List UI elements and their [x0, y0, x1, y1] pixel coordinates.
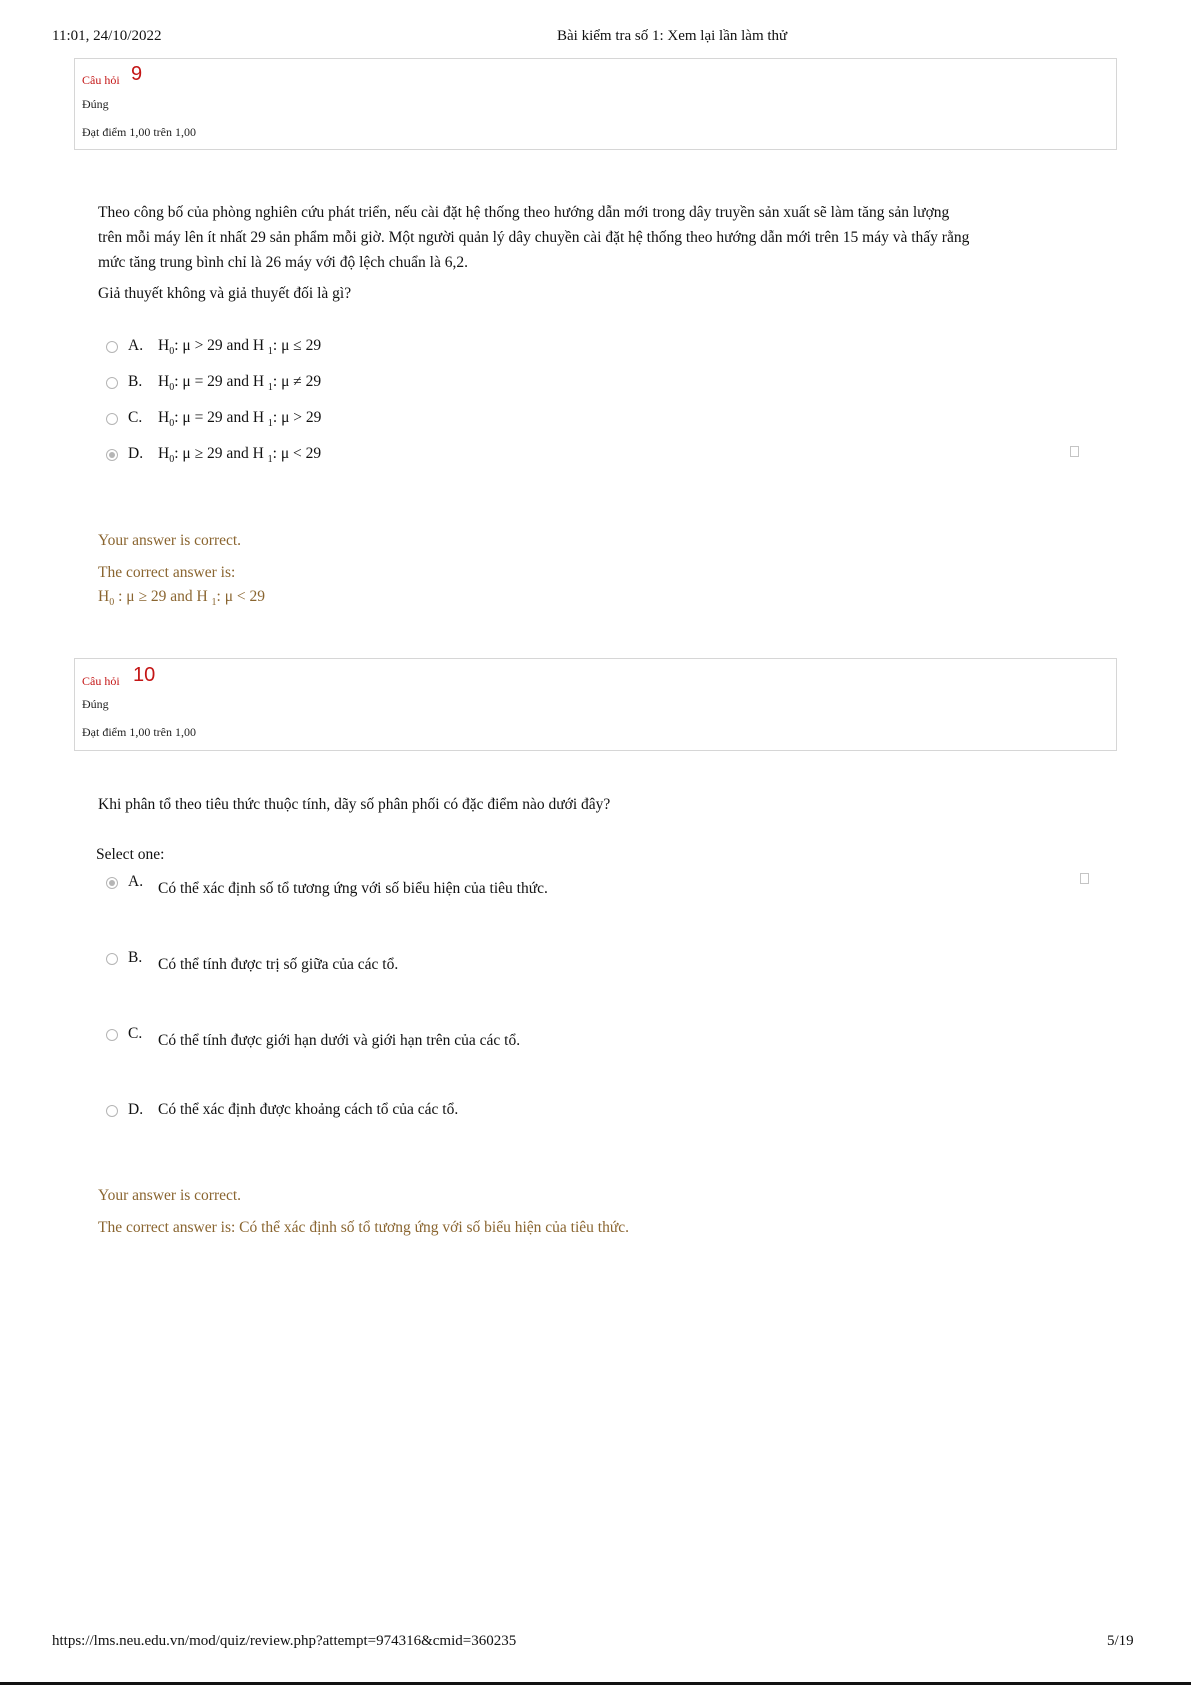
option-text: $H_0$: μ > 29 and H $_1$: μ ≤ 29 [158, 337, 322, 358]
correct-mark-icon [1070, 446, 1079, 457]
print-datetime: 11:01, 24/10/2022 [52, 28, 162, 44]
question-grade: Đạt điểm 1,00 trên 1,00 [82, 125, 196, 139]
option-letter: A. [128, 337, 144, 354]
option-letter: D. [128, 445, 144, 462]
q10-feedback: Your answer is correct. [98, 1187, 242, 1204]
q9-feedback: Your answer is correct. [98, 532, 242, 549]
option-text: $H_0$: μ = 29 and H $_1$: μ ≠ 29 [158, 373, 322, 394]
question-number: 9 [131, 63, 143, 85]
option-text: Có thể xác định được khoảng cách tổ của các tổ. [158, 1101, 459, 1118]
option-letter: C. [128, 1025, 143, 1042]
question-grade: Đạt điểm 1,00 trên 1,00 [82, 725, 196, 739]
question-10-text: Khi phân tổ theo tiêu thức thuộc tính, dãy số phân phối có đặc điểm nào dưới đây? [98, 796, 611, 813]
radio-button-selected[interactable] [106, 449, 118, 461]
radio-button-selected[interactable] [106, 877, 118, 889]
question-9-info [74, 58, 1117, 150]
print-url: https://lms.neu.edu.vn/mod/quiz/review.php?attempt=974316&cmid=360235 [52, 1633, 517, 1649]
option-text: Có thể xác định số tổ tương ứng với số biểu hiện của tiêu thức. [158, 880, 548, 897]
option-letter: A. [128, 873, 144, 890]
radio-button[interactable] [106, 413, 118, 425]
q10-correct-answer: The correct answer is: Có thể xác định số tổ tương ứng với số biểu hiện của tiêu thức. [98, 1219, 630, 1236]
question-state: Đúng [82, 97, 109, 111]
radio-button[interactable] [106, 341, 118, 353]
option-letter: C. [128, 409, 143, 426]
question-state: Đúng [82, 697, 109, 711]
radio-button[interactable] [106, 377, 118, 389]
radio-button[interactable] [106, 1029, 118, 1041]
q9-correct-answer: $H_0$ : μ ≥ 29 and H $_1$: μ < 29 [98, 588, 266, 609]
option-letter: D. [128, 1101, 144, 1118]
select-one-label: Select one: [96, 846, 165, 863]
correct-mark-icon [1080, 873, 1089, 884]
question-text-line: mức tăng trung bình chỉ là 26 máy với độ lệch chuẩn là 6,2. [98, 254, 468, 271]
option-text: Có thể tính được trị số giữa của các tổ. [158, 956, 399, 973]
option-letter: B. [128, 949, 143, 966]
radio-button[interactable] [106, 1105, 118, 1117]
q9-correct-label: The correct answer is: [98, 564, 236, 581]
question-9-prompt: Giả thuyết không và giả thuyết đối là gì? [98, 285, 352, 302]
question-number: 10 [133, 664, 156, 686]
option-text: $H_0$: μ = 29 and H $_1$: μ > 29 [158, 409, 322, 430]
print-page-number: 5/19 [1107, 1633, 1134, 1649]
question-10-info [74, 658, 1117, 751]
radio-button[interactable] [106, 953, 118, 965]
question-label: Câu hỏi [82, 73, 120, 87]
print-page-title: Bài kiểm tra số 1: Xem lại lần làm thử [557, 28, 788, 44]
question-text-line: trên mỗi máy lên ít nhất 29 sản phẩm mỗi giờ. Một người quản lý dây chuyền cài đặt hệ thống theo hướng dẫn mới trên 15 máy và thấy rằng [98, 229, 970, 246]
option-text: $H_0$: μ ≥ 29 and H $_1$: μ < 29 [158, 445, 322, 466]
question-label: Câu hỏi [82, 674, 120, 688]
option-letter: B. [128, 373, 143, 390]
option-text: Có thể tính được giới hạn dưới và giới hạn trên của các tổ. [158, 1032, 521, 1049]
question-9-text [98, 200, 1058, 275]
question-text-line: Theo công bố của phòng nghiên cứu phát triển, nếu cài đặt hệ thống theo hướng dẫn mới trong dây truyền sản xuất sẽ làm tăng sản lượng [98, 204, 950, 221]
